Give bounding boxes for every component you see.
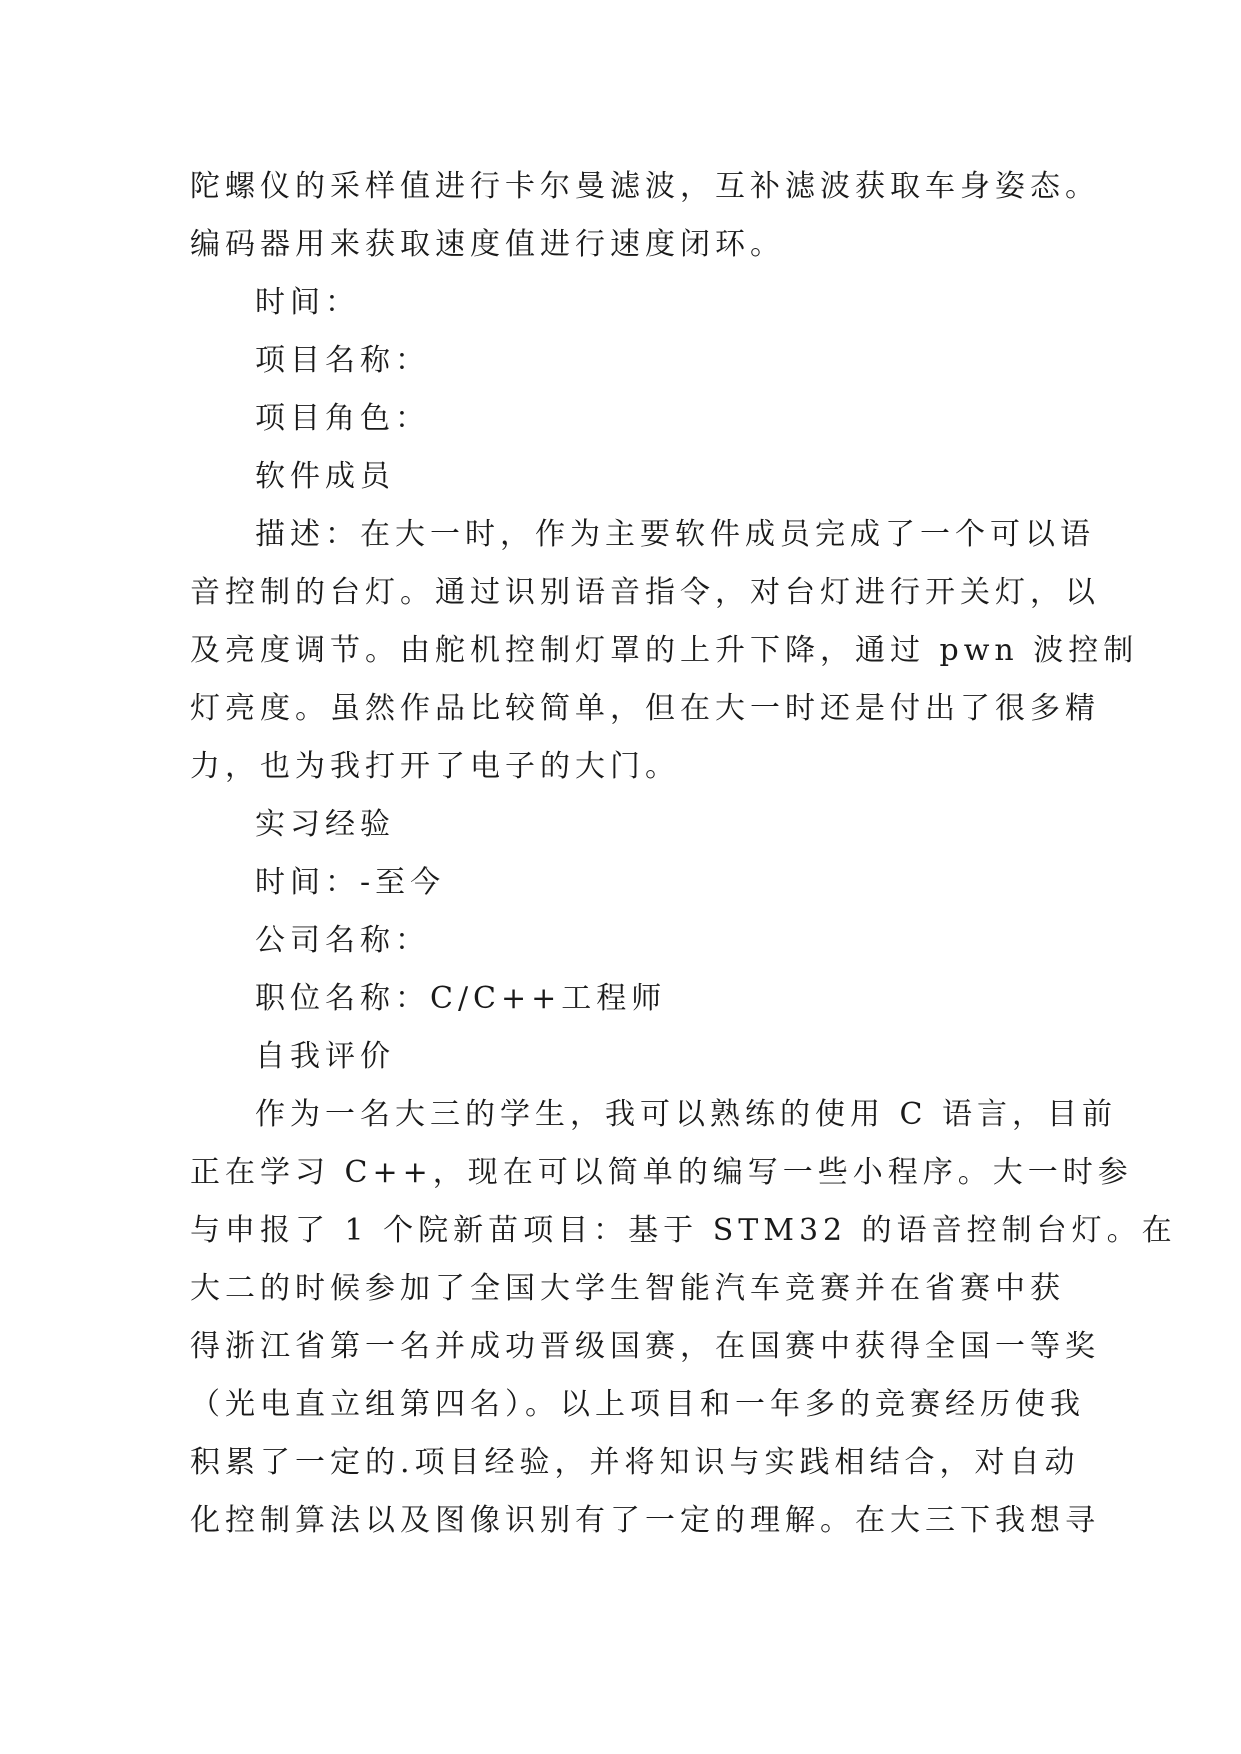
document-body — [190, 158, 1177, 1550]
company-name-label: 公司名称： — [255, 923, 430, 958]
text-line-1: 陀螺仪的采样值进行卡尔曼滤波，互补滤波获取车身姿态。 — [190, 169, 1100, 204]
project-description-line-4: 灯亮度。虽然作品比较简单，但在大一时还是付出了很多精 — [190, 691, 1100, 726]
internship-time: 时间：-至今 — [255, 865, 446, 900]
self-evaluation-line-4: 大二的时候参加了全国大学生智能汽车竞赛并在省赛中获 — [190, 1271, 1065, 1306]
self-evaluation-line-3: 与申报了 1 个院新苗项目：基于 STM32 的语音控制台灯。在 — [190, 1213, 1177, 1248]
self-evaluation-line-8: 化控制算法以及图像识别有了一定的理解。在大三下我想寻 — [190, 1503, 1100, 1538]
self-evaluation-line-5: 得浙江省第一名并成功晋级国赛，在国赛中获得全国一等奖 — [190, 1329, 1100, 1364]
project-description-line-2: 音控制的台灯。通过识别语音指令，对台灯进行开关灯，以 — [190, 575, 1100, 610]
self-evaluation-line-1: 作为一名大三的学生，我可以熟练的使用 C 语言，目前 — [255, 1097, 1118, 1132]
self-evaluation-heading: 自我评价 — [255, 1039, 395, 1074]
project-time-label: 时间： — [255, 285, 360, 320]
project-description-line-5: 力，也为我打开了电子的大门。 — [190, 749, 680, 784]
project-role-value: 软件成员 — [255, 459, 395, 494]
project-description-line-3: 及亮度调节。由舵机控制灯罩的上升下降，通过 pwn 波控制 — [190, 633, 1139, 668]
self-evaluation-line-7: 积累了一定的.项目经验，并将知识与实践相结合，对自动 — [190, 1445, 1080, 1480]
project-description-line-1: 描述：在大一时，作为主要软件成员完成了一个可以语 — [255, 517, 1095, 552]
position-name: 职位名称：C/C++工程师 — [255, 981, 667, 1016]
project-role-label: 项目角色： — [255, 401, 430, 436]
self-evaluation-line-6: （光电直立组第四名）。以上项目和一年多的竞赛经历使我 — [190, 1387, 1085, 1422]
text-line-2: 编码器用来获取速度值进行速度闭环。 — [190, 227, 785, 262]
internship-heading: 实习经验 — [255, 807, 395, 842]
project-name-label: 项目名称： — [255, 343, 430, 378]
self-evaluation-line-2: 正在学习 C++，现在可以简单的编写一些小程序。大一时参 — [190, 1155, 1133, 1190]
